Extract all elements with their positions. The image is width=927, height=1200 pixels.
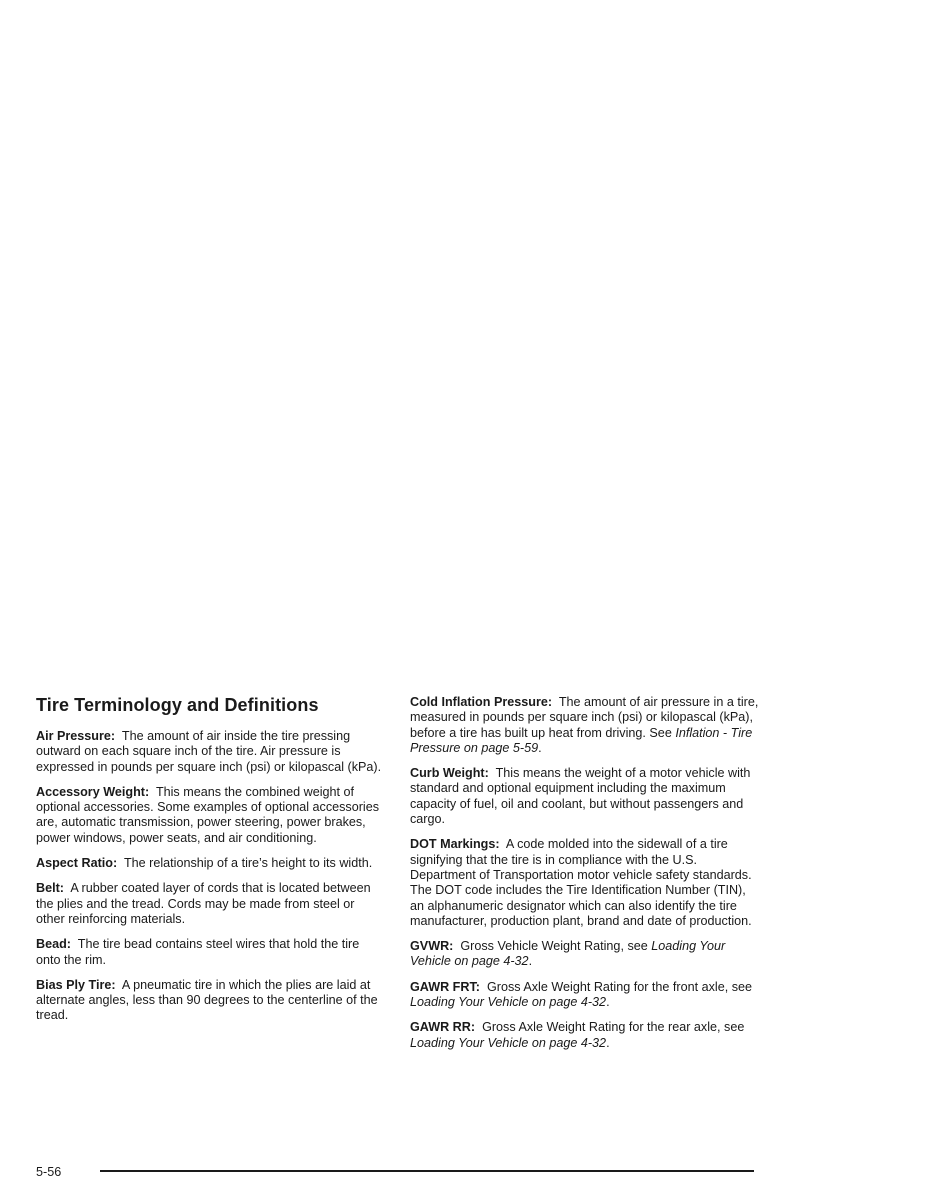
- definition-gvwr: [410, 939, 760, 970]
- definition-dot-markings: [410, 837, 760, 929]
- term-label: Air Pressure:: [36, 729, 116, 743]
- definition-air-pressure: [36, 729, 386, 775]
- term-text: A rubber coated layer of cords that is located between the plies and the tread. Cords may be made from steel or other reinforcing materials.: [36, 881, 371, 926]
- term-label: Bead:: [36, 937, 71, 952]
- definition-gawr-frt: [410, 980, 760, 1011]
- definition-cold-inflation-pressure: [410, 695, 760, 756]
- footer-rule: [100, 1170, 754, 1172]
- definition-accessory-weight: [36, 785, 386, 846]
- cross-reference-link[interactable]: Loading Your Vehicle on page 4-32: [410, 995, 607, 1010]
- term-label: GAWR RR:: [410, 1020, 476, 1035]
- cross-reference-link[interactable]: Inflation - Tire Pressure on page 5-59: [410, 725, 753, 755]
- definition-belt: [36, 881, 386, 927]
- definition-bead: [36, 937, 386, 968]
- term-text-end: .: [528, 954, 533, 969]
- term-text: The relationship of a tire’s height to its width.: [123, 856, 373, 871]
- definition-aspect-ratio: [36, 856, 386, 871]
- term-label: Aspect Ratio:: [36, 856, 118, 871]
- term-text: This means the weight of a motor vehicle with standard and optional equipment including the maximum capacity of fuel, oil and coolant, but without passengers and cargo.: [410, 766, 751, 827]
- term-text: This means the combined weight of optional accessories. Some examples of optional accessories are, automatic transmission, power steering, power brakes, power windows, power seats, and air conditioning.: [36, 784, 380, 845]
- cross-reference-link[interactable]: Loading Your Vehicle on page 4-32: [410, 1035, 607, 1050]
- definition-curb-weight: [410, 766, 760, 827]
- cross-reference-link[interactable]: Loading Your Vehicle on page 4-32: [410, 939, 726, 969]
- term-label: Accessory Weight:: [36, 784, 150, 799]
- term-text-end: .: [538, 740, 542, 755]
- right-column: [410, 695, 760, 1061]
- term-text: The amount of air inside the tire pressing outward on each square inch of the tire. Air pressure is expressed in pounds per square inch (psi) or kilopascal (kPa).: [36, 729, 382, 774]
- term-label: GVWR:: [410, 939, 454, 954]
- term-text: Gross Axle Weight Rating for the front axle, see: [486, 979, 753, 994]
- term-text: A pneumatic tire in which the plies are laid at alternate angles, less than 90 degrees to the centerline of the tread.: [36, 977, 378, 1023]
- term-label: DOT Markings:: [410, 837, 500, 852]
- term-text-end: .: [606, 995, 610, 1010]
- term-text: Gross Axle Weight Rating for the rear axle, see: [482, 1020, 745, 1035]
- term-label: Belt:: [36, 881, 64, 896]
- term-text: The tire bead contains steel wires that hold the tire onto the rim.: [36, 937, 360, 967]
- left-column: [36, 694, 386, 1034]
- term-text: Gross Vehicle Weight Rating, see: [460, 939, 648, 954]
- definition-gawr-rr: [410, 1020, 760, 1051]
- definition-bias-ply-tire: [36, 978, 386, 1024]
- section-title: Tire Terminology and Definitions: [36, 695, 319, 715]
- term-label: Cold Inflation Pressure:: [410, 695, 553, 709]
- page-number: 5-56: [36, 1165, 62, 1179]
- term-label: Bias Ply Tire:: [36, 977, 116, 992]
- term-label: Curb Weight:: [410, 766, 489, 781]
- term-label: GAWR FRT:: [410, 979, 480, 994]
- term-text: The amount of air pressure in a tire, measured in pounds per square inch (psi) or kilopascal (kPa), before a tire has built up heat from driving. See: [410, 695, 759, 740]
- term-text-end: .: [606, 1035, 610, 1050]
- term-text: A code molded into the sidewall of a tire signifying that the tire is in compliance with the U.S. Department of Transportation motor vehicle safety standards. The DOT code includes the Tire Identification Number (TIN), an alphanumeric designator which can also identify the tire manufacturer, production plant, brand and date of production.: [410, 837, 752, 928]
